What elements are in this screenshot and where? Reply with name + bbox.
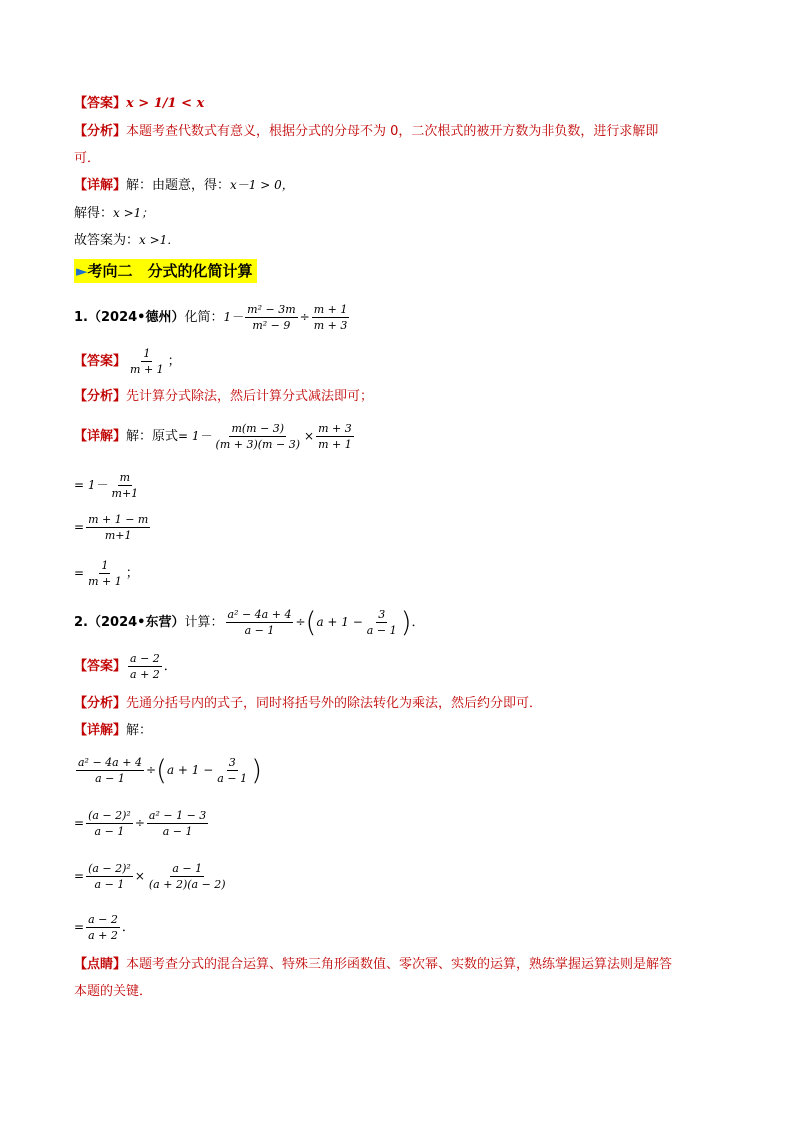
- numerator: m + 1 − m: [88, 513, 149, 526]
- fraction: [365, 607, 399, 638]
- analysis-text: 先计算分式除法，然后计算分式减法即可；: [126, 389, 374, 404]
- numerator: m² − 3m: [247, 303, 296, 316]
- step-prefix: =: [74, 566, 85, 580]
- numerator: m + 1: [313, 303, 348, 316]
- fraction: [215, 755, 249, 786]
- q1-step2: [74, 468, 142, 503]
- denominator: a + 2: [130, 668, 160, 681]
- q1-step3: [74, 510, 152, 545]
- q2-detail-line: [74, 722, 152, 740]
- numerator: 3: [378, 608, 386, 621]
- section-title: 考向二 分式的化简计算: [87, 262, 253, 280]
- q1-step4: [74, 556, 139, 591]
- denominator: a − 1: [94, 825, 125, 838]
- q2-step2: [74, 805, 210, 842]
- q0-answer-line: [74, 95, 204, 113]
- q2-answer-line: [74, 650, 177, 684]
- q2-point-line-2: [74, 983, 152, 1001]
- solve-label: 解得：: [74, 206, 114, 221]
- fraction: [86, 861, 133, 892]
- solve-math: x >1；: [113, 206, 154, 220]
- denominator: m + 1: [130, 363, 164, 376]
- fraction: [76, 755, 144, 786]
- detail-tag: 【详解】: [74, 178, 127, 193]
- question-prompt: 计算：: [184, 615, 224, 630]
- detail-text: 解：: [126, 723, 153, 738]
- denominator: m + 1: [318, 438, 352, 451]
- answer-value: x > 1/1 < x: [126, 96, 205, 111]
- numerator: m(m − 3): [231, 422, 285, 435]
- fraction: [86, 558, 124, 589]
- right-paren-icon: ): [251, 753, 263, 787]
- q0-final-line: [74, 231, 179, 250]
- step-prefix: =: [74, 816, 85, 830]
- q1-analysis-line: [74, 388, 373, 406]
- denominator: m+1: [104, 529, 132, 542]
- q2-analysis-line: [74, 695, 542, 713]
- detail-tag: 【详解】: [74, 723, 127, 738]
- fraction: [312, 302, 350, 333]
- fraction: [86, 512, 150, 543]
- question-number: 2.: [74, 615, 88, 630]
- q2-step4: [74, 910, 135, 945]
- q0-analysis-line-2: [74, 150, 100, 168]
- question-prompt: 化简：: [184, 310, 224, 325]
- triangle-arrow-icon: ►: [76, 262, 88, 280]
- denominator: m+1: [111, 487, 139, 500]
- left-paren-icon: (: [156, 753, 167, 787]
- denominator: a − 1: [366, 624, 397, 637]
- point-text-cont: 本题的关键．: [74, 984, 153, 999]
- denominator: a − 1: [95, 772, 125, 785]
- detail-text: 解：原式: [126, 429, 179, 444]
- right-paren-icon: ): [400, 605, 412, 639]
- q0-analysis-line-1: [74, 123, 658, 141]
- q0-solve-line: [74, 204, 153, 223]
- step-prefix: =: [74, 869, 85, 883]
- q2-point-line-1: [74, 956, 672, 974]
- numerator: 3: [228, 756, 236, 769]
- numerator: m + 3: [318, 422, 352, 435]
- denominator: a − 1: [244, 624, 275, 637]
- answer-suffix: ．: [163, 659, 177, 674]
- denominator: m + 3: [313, 319, 348, 332]
- step-prefix: = 1－: [178, 429, 212, 443]
- detail-tag: 【详解】: [74, 429, 127, 444]
- q1-answer-line: [74, 345, 181, 379]
- step-suffix: ．: [121, 920, 135, 935]
- numerator: 1: [143, 347, 151, 360]
- answer-fraction: [128, 651, 162, 682]
- fraction: [147, 861, 228, 892]
- numerator: (a − 2)²: [88, 809, 131, 822]
- fraction: [245, 302, 297, 333]
- step-prefix: =: [74, 520, 85, 534]
- fraction: [86, 808, 133, 839]
- step-suffix: ；: [125, 566, 139, 581]
- numerator: a² − 1 − 3: [148, 809, 207, 822]
- q2-question: [74, 604, 425, 641]
- analysis-text: 先通分括号内的式子，同时将括号外的除法转化为乘法，然后约分即可．: [126, 696, 543, 711]
- analysis-text: 本题考查代数式有意义，根据分式的分母不为 0，二次根式的被开方数为非负数，进行求解即: [126, 124, 659, 139]
- q1-detail-line: [74, 418, 356, 455]
- operator: ÷: [145, 763, 157, 777]
- numerator: (a − 2)²: [88, 862, 131, 875]
- question-number: 1.: [74, 310, 88, 325]
- q1-question: [74, 300, 351, 335]
- answer-fraction: [128, 346, 166, 377]
- fraction: [147, 808, 208, 839]
- expr-prefix: 1－: [223, 310, 244, 324]
- operator: ×: [304, 429, 315, 443]
- point-text: 本题考查分式的混合运算、特殊三角形函数值、零次幂、实数的运算，熟练掌握运算法则是解答: [126, 957, 673, 972]
- fraction: [86, 912, 120, 943]
- left-paren-icon: (: [305, 605, 317, 639]
- operator: ÷: [295, 615, 306, 629]
- detail-math: x－1 > 0，: [230, 178, 294, 192]
- operator: ÷: [134, 816, 145, 830]
- fraction: [226, 607, 294, 638]
- numerator: a² − 4a + 4: [227, 608, 292, 621]
- denominator: a − 1: [94, 878, 125, 891]
- answer-tag: 【答案】: [74, 354, 127, 369]
- numerator: a − 1: [172, 862, 203, 875]
- denominator: a − 1: [217, 772, 248, 785]
- analysis-tag: 【分析】: [74, 696, 127, 711]
- answer-tag: 【答案】: [74, 96, 127, 111]
- analysis-tag: 【分析】: [74, 124, 127, 139]
- final-label: 故答案为：: [74, 233, 140, 248]
- detail-text: 解：由题意，得：: [126, 178, 231, 193]
- numerator: a − 2: [130, 652, 160, 665]
- denominator: (a + 2)(a − 2): [148, 878, 226, 891]
- fraction: [110, 470, 141, 501]
- answer-suffix: ；: [167, 354, 181, 369]
- q2-step3: [74, 858, 230, 895]
- inner-expr: a + 1 −: [166, 763, 214, 777]
- numerator: m: [119, 471, 131, 484]
- numerator: 1: [101, 559, 109, 572]
- step-prefix: = 1－: [74, 478, 108, 492]
- analysis-tag: 【分析】: [74, 389, 127, 404]
- final-math: x >1．: [139, 233, 180, 247]
- denominator: m² − 9: [252, 319, 291, 332]
- section-header: [74, 259, 257, 283]
- numerator: a² − 4a + 4: [78, 756, 142, 769]
- denominator: a − 1: [162, 825, 193, 838]
- inner-expr: a + 1 −: [316, 615, 363, 629]
- numerator: a − 2: [88, 913, 118, 926]
- q2-step1: [74, 752, 262, 789]
- fraction: [316, 421, 354, 452]
- denominator: a + 2: [88, 929, 118, 942]
- operator: ÷: [299, 310, 310, 324]
- denominator: m + 1: [88, 575, 122, 588]
- operator: ×: [134, 869, 145, 883]
- question-source: （2024•德州）: [87, 310, 185, 325]
- fraction: [214, 421, 302, 452]
- q0-detail-line: [74, 176, 294, 195]
- analysis-text-cont: 可．: [74, 151, 101, 166]
- step-prefix: =: [74, 920, 85, 934]
- answer-tag: 【答案】: [74, 659, 127, 674]
- question-source: （2024•东营）: [87, 615, 185, 630]
- denominator: (m + 3)(m − 3): [215, 438, 300, 451]
- expr-suffix: ．: [411, 615, 425, 630]
- point-tag: 【点睛】: [74, 957, 127, 972]
